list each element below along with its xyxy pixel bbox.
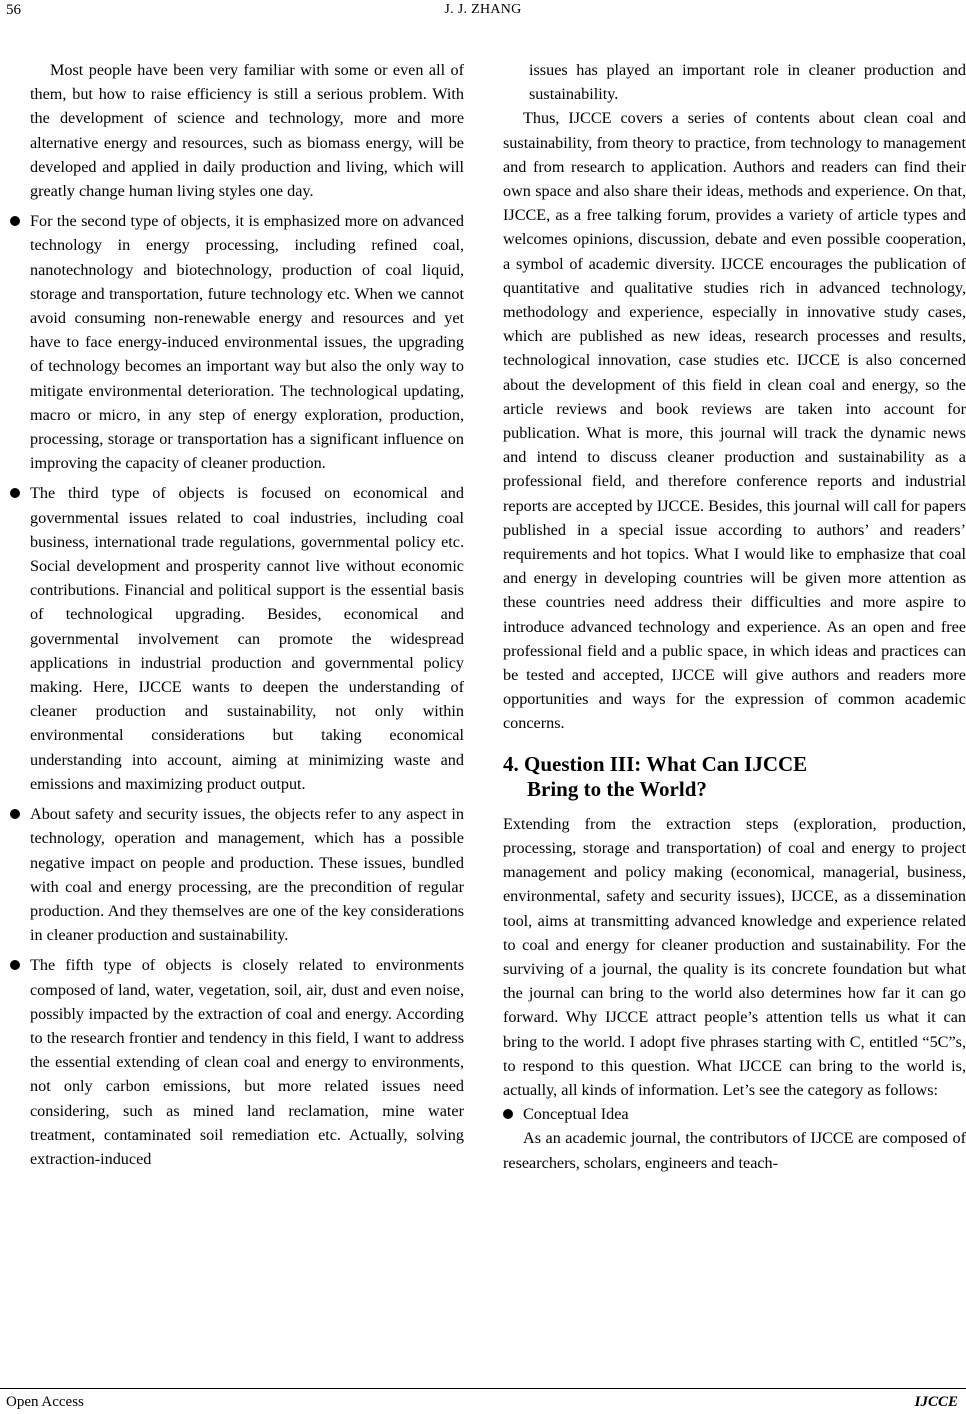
bullet-text: Conceptual Idea <box>523 1105 629 1124</box>
bullet-item-5 <box>10 953 464 1171</box>
bullet-dot-icon <box>10 960 20 970</box>
bullet-text: About safety and security issues, the objects refer to any aspect in technology, operation and management, which has a possible negative impact on people and production. These issues, bundled with coal and energy processing, are the precondition of regular production. And they themselves are one of the key considerations in cleaner production and sustainability. <box>30 805 464 945</box>
bullet-dot-icon <box>10 488 20 498</box>
continuation-paragraph: issues has played an important role in cleaner production and sustainability. <box>529 61 966 104</box>
bullet-conceptual-idea <box>503 1102 966 1126</box>
paragraph-extending: Extending from the extraction steps (exploration, production, processing, storage and transportation) of coal and energy to project management and policy making (economical, managerial, business, environmental, safety and security issues), IJCCE, as a dissemination tool, aims at transmitting advanced knowledge and experience related to coal and energy for cleaner production and sustainability. For the surviving of a journal, the quality is its concrete foundation but what the journal can bring to the world also determines how far it can go forward. Why IJCCE attract people’s attention tells us what it can bring to the world. I adopt five phrases starting with C, entitled “5C”s, to respond to this question. What IJCCE can bring to the world is, actually, all kinds of information. Let’s see the category as follows: <box>503 814 966 1099</box>
bullet-item-2 <box>10 209 464 475</box>
bullet-item-4 <box>10 802 464 947</box>
left-column <box>10 58 464 1171</box>
section-heading-line-1: 4. Question III: What Can IJCCE <box>503 751 808 776</box>
paragraph-thus: Thus, IJCCE covers a series of contents about clean coal and sustainability, from theory to practice, from technology to management and from research to application. Authors and readers can find their own space and also share their ideas, methods and experience. On that, IJCCE, as a free talking forum, provides a variety of article types and welcomes opinions, discussion, debate and even possible cooperation, a symbol of academic diversity. IJCCE encourages the publication of quantitative and qualitative studies rich in advanced technology, methodology and experience, especially in innovative study cases, which are published as new ideas, research processes and results, technological innovation, case studies etc. IJCCE is also concerned about the development of this field in clean coal and energy, so the article reviews and book reviews are taken into account for publication. What is more, this journal will track the dynamic news and intend to discuss cleaner production and sustainability as a professional field, and therefore conference reports and industrial reports are accepted by IJCCE. Besides, this journal will call for papers published in a special issue according to authors’ and readers’ requirements and hot topics. What I would like to emphasize that coal and energy in developing countries will be given more attention as these countries need address their difficulties and more aspire to introduce advanced technology and experience. As an open and free professional field and a public space, in which ideas and practices can be tested and accepted, IJCCE will give authors and readers more opportunities and ways for the expression of common academic concerns. <box>503 109 966 733</box>
right-column <box>503 58 966 1175</box>
bullet-dot-icon <box>10 809 20 819</box>
bullet-dot-icon <box>503 1109 513 1119</box>
section-heading <box>503 752 966 802</box>
bullet-text: The fifth type of objects is closely related to environments composed of land, water, vegetation, soil, air, dust and even noise, possibly impacted by the extraction of coal and energy. According to the research frontier and tendency in this field, I want to address the essential extending of clean coal and energy to environments, not only carbon emissions, but more related issues need considering, such as mined land reclamation, mine water treatment, contaminated soil remediation etc. Actually, solving extraction-induced <box>30 956 464 1168</box>
paragraph-academic: As an academic journal, the contributors of IJCCE are composed of researchers, scholars, engineers and teach- <box>503 1129 966 1172</box>
footer-rule <box>0 1388 966 1389</box>
bullet-dot-icon <box>10 216 20 226</box>
bullet-text: For the second type of objects, it is emphasized more on advanced technology in energy processing, including refined coal, nanotechnology and biotechnology, production of coal liquid, storage and transportation, future technology etc. When we cannot avoid consuming non-renewable energy and resources and yet have to face energy-induced environmental issues, the upgrading of technology becomes an important way but also the only way to mitigate environmental deterioration. The technological updating, macro or micro, in any step of energy exploration, production, processing, storage or transportation has a significant influence on improving the capacity of cleaner production. <box>30 212 464 473</box>
footer-journal: IJCCE <box>914 1394 958 1410</box>
section-heading-line-2: Bring to the World? <box>527 776 707 801</box>
intro-paragraph: Most people have been very familiar with some or even all of them, but how to raise efficiency is still a serious problem. With the development of science and technology, more and more alternative energy and resources, such as biomass energy, will be developed and applied in daily production and living, which will greatly change human living styles one day. <box>30 61 464 201</box>
bullet-item-3 <box>10 481 464 796</box>
page-number: 56 <box>6 2 21 18</box>
running-head: J. J. ZHANG <box>444 2 522 17</box>
bullet-text: The third type of objects is focused on economical and governmental issues related to coal industries, including coal business, international trade regulations, governmental policy etc. Social development and prosperity cannot live without economic contributions. Financial and political support is the essential basis of technological upgrading. Besides, economical and governmental involvement can promote the widespread applications in industrial production and governmental policy making. Here, IJCCE wants to deepen the understanding of cleaner production and sustainability, not only within environmental considerations but taking economical understanding into account, aiming at minimizing waste and emissions and maximizing product output. <box>30 484 464 793</box>
footer-open-access: Open Access <box>6 1394 84 1410</box>
